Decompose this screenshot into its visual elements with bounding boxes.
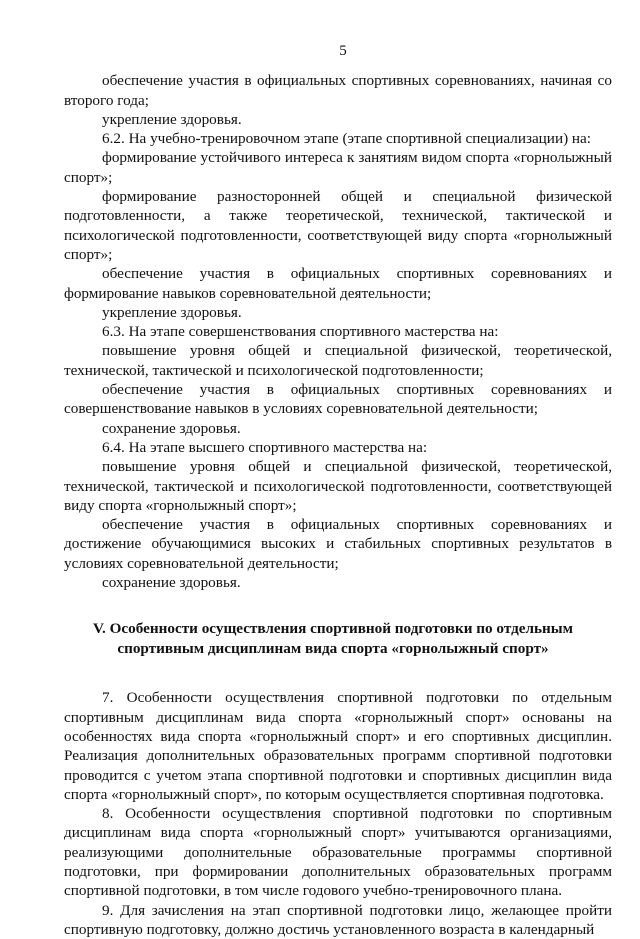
paragraph: сохранение здоровья. bbox=[102, 574, 241, 592]
paragraph: 9. Для зачисления на этап спортивной подготовки лицо, желающее пройти спортивную подготовку, должно достичь установленного возраста в календарный bbox=[64, 901, 612, 938]
paragraph: 8. Особенности осуществления спортивной подготовки по спортивным дисциплинам вида спорта «горнолыжный спорт» учитываются организациями, реализующими дополнительные образовательные программы спортивной подготовки, при формировании дополнительных образовательных программ спортивной подготовки, в том числе годового учебно-тренировочного плана. bbox=[64, 805, 612, 900]
paragraph: 6.3. На этапе совершенствования спортивного мастерства на: bbox=[102, 323, 499, 341]
paragraph: обеспечение участия в официальных спортивных соревнованиях и формирование навыков соревновательной деятельности; bbox=[64, 265, 612, 302]
paragraph: повышение уровня общей и специальной физической, теоретической, технической, тактической и психологической подготовленности, соответствующей виду спорта «горнолыжный спорт»; bbox=[64, 458, 612, 514]
paragraph: сохранение здоровья. bbox=[102, 419, 241, 437]
paragraph: повышение уровня общей и специальной физической, теоретической, технической, тактической и психологической подготовленности; bbox=[64, 342, 612, 379]
paragraph: формирование разносторонней общей и специальной физической подготовленности, а также теоретической, технической, тактической и психологической подготовленности, соответствующей виду спорта «горнолыжный спорт»; bbox=[64, 188, 612, 263]
paragraph: обеспечение участия в официальных спортивных соревнованиях, начиная со второго года; bbox=[64, 72, 612, 109]
section-heading bbox=[64, 619, 602, 658]
paragraph: укрепление здоровья. bbox=[102, 110, 242, 128]
page-number: 5 bbox=[339, 43, 347, 59]
paragraph: обеспечение участия в официальных спортивных соревнованиях и достижение обучающимися высоких и стабильных спортивных результатов в условиях соревновательной деятельности; bbox=[64, 516, 612, 572]
paragraph: 6.4. На этапе высшего спортивного мастерства на: bbox=[102, 438, 428, 456]
section-heading-line: спортивным дисциплинам вида спорта «горнолыжный спорт» bbox=[117, 639, 549, 657]
paragraph: 7. Особенности осуществления спортивной подготовки по отдельным спортивным дисциплинам вида спорта «горнолыжный спорт» основаны на особенностях вида спорта «горнолыжный спорт» и его спортивных дисциплин. Реализация дополнительных образовательных программ спортивной подготовки проводится с учетом этапа спортивной подготовки и спортивных дисциплин вида спорта «горнолыжный спорт», по которым осуществляется спортивная подготовка. bbox=[64, 689, 612, 803]
paragraph: укрепление здоровья. bbox=[102, 303, 242, 321]
document-body bbox=[64, 71, 612, 939]
section-heading-line: V. Особенности осуществления спортивной подготовки по отдельным bbox=[92, 620, 574, 638]
paragraph: обеспечение участия в официальных спортивных соревнованиях и совершенствование навыков в условиях соревновательной деятельности; bbox=[64, 381, 612, 418]
paragraph: 6.2. На учебно-тренировочном этапе (этапе спортивной специализации) на: bbox=[102, 130, 592, 148]
paragraph: формирование устойчивого интереса к занятиям видом спорта «горнолыжный спорт»; bbox=[64, 149, 612, 186]
